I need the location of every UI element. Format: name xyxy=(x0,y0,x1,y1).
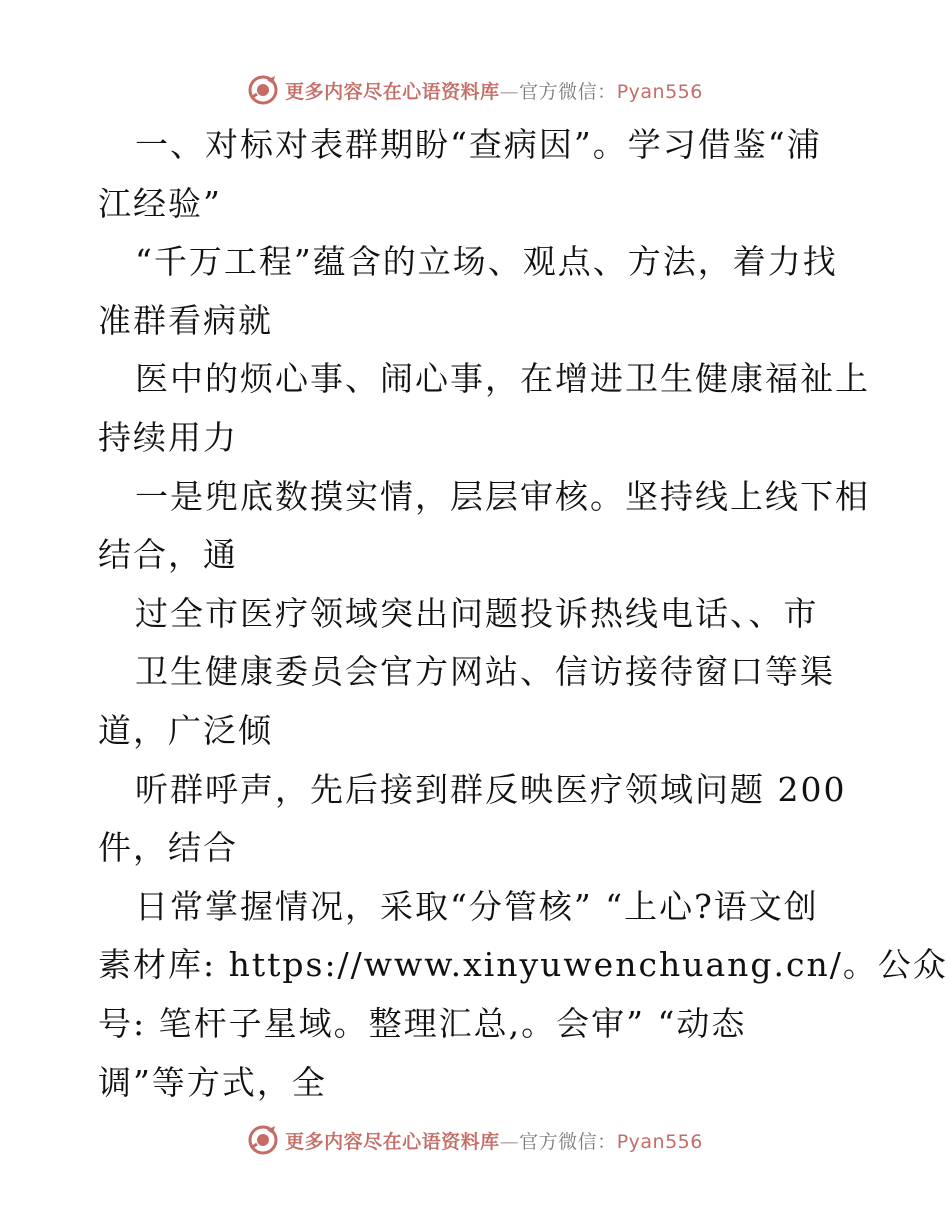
header-banner xyxy=(0,70,950,110)
text-line: 过全市医疗领域突出问题投诉热线电话、、市 xyxy=(135,593,819,633)
text-line: 准群看病就 xyxy=(98,300,273,340)
text-line: 江经验” xyxy=(98,183,222,223)
text-line: 结合，通 xyxy=(98,535,238,575)
banner-wechat-id: Pyan556 xyxy=(616,1130,703,1153)
text-line: 道，广泛倾 xyxy=(98,710,273,750)
logo-icon xyxy=(247,74,279,106)
text-line: 调”等方式，全 xyxy=(98,1062,327,1102)
text-line: 一、对标对表群期盼“查病因”。学习借鉴“浦 xyxy=(135,125,822,164)
text-line: 医中的烦心事、闹心事，在增进卫生健康福祉上 xyxy=(135,359,870,399)
banner-main-text: 更多内容尽在心语资料库 xyxy=(285,80,500,103)
banner-wechat-id: Pyan556 xyxy=(616,80,703,103)
text-line: 号: 笔杆子星域。整理汇总,。会审” “动态 xyxy=(98,1003,747,1043)
footer-banner xyxy=(0,1120,950,1160)
banner-dash: — xyxy=(499,1130,520,1153)
text-line: 素材库: https://www.xinyuwenchuang.cn/。公众 xyxy=(98,945,948,985)
text-line: 持续用力 xyxy=(98,417,238,457)
text-line: 听群呼声，先后接到群反映医疗领域问题 200 xyxy=(135,769,847,809)
banner-official-label: 官方微信： xyxy=(519,80,617,103)
text-line: 一是兜底数摸实情，层层审核。坚持线上线下相 xyxy=(135,476,870,516)
text-line: 件，结合 xyxy=(98,828,238,868)
footer-banner-text xyxy=(285,1127,703,1154)
text-line: “千万工程”蕴含的立场、观点、方法，着力找 xyxy=(135,242,838,282)
logo-icon xyxy=(247,1124,279,1156)
banner-main-text: 更多内容尽在心语资料库 xyxy=(285,1130,500,1153)
text-line: 日常掌握情况，采取“分管核” “上心?语文创 xyxy=(135,886,819,926)
document-body xyxy=(98,116,948,1112)
header-banner-text xyxy=(285,77,703,104)
banner-dash: — xyxy=(499,80,520,103)
banner-official-label: 官方微信： xyxy=(519,1130,617,1153)
text-line: 卫生健康委员会官方网站、信访接待窗口等渠 xyxy=(135,652,835,692)
